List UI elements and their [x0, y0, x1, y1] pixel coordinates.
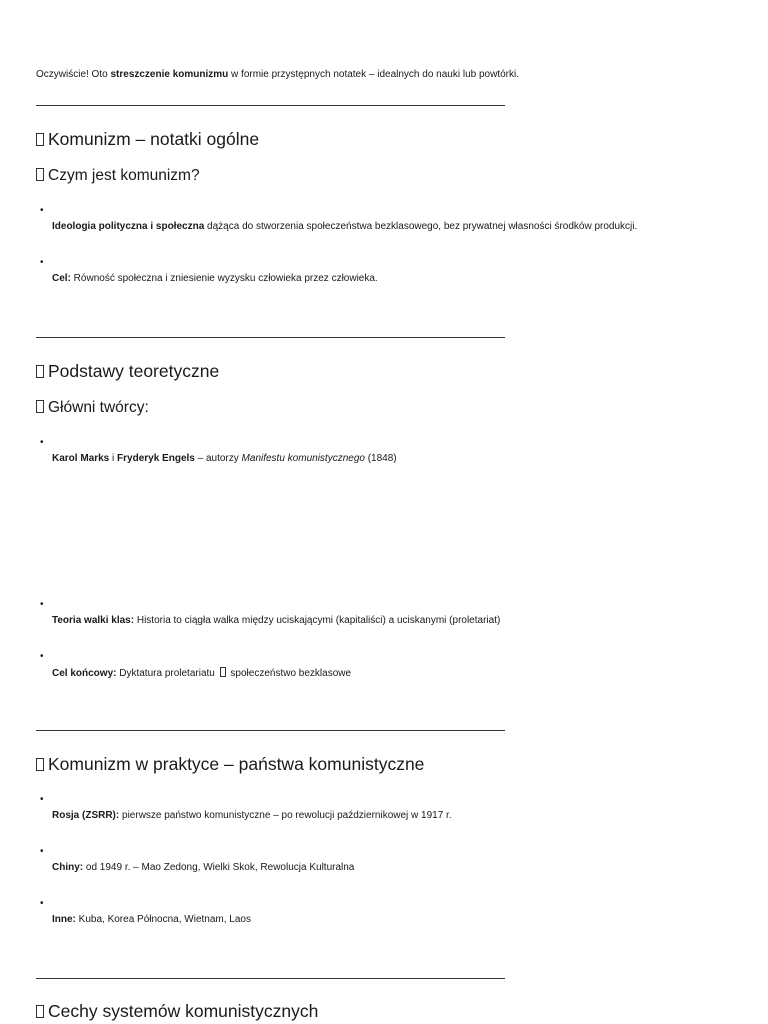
missing-glyph-icon	[36, 1005, 44, 1018]
intro-paragraph	[36, 69, 519, 80]
missing-glyph-icon	[36, 133, 44, 146]
divider-1	[36, 105, 505, 106]
divider-3	[36, 730, 505, 731]
section-title-practice: Komunizm w praktyce – państwa komunistyczne	[36, 754, 424, 775]
intro-bold: streszczenie komunizmu	[110, 69, 229, 80]
missing-glyph-icon	[36, 168, 44, 181]
section-title-general: Komunizm – notatki ogólne	[36, 129, 259, 150]
bullet-marker: •	[40, 651, 44, 662]
section-title-features: Cechy systemów komunistycznych	[36, 1001, 318, 1022]
bullet-marker: •	[40, 898, 44, 909]
bullet-marker: •	[40, 205, 44, 216]
bullet-marker: •	[40, 257, 44, 268]
list-item-practice-3: Inne: Kuba, Korea Północna, Wietnam, Laos	[52, 914, 251, 925]
list-item-theory-1: Karol Marks i Fryderyk Engels – autorzy Manifestu komunistycznego (1848)	[52, 453, 397, 464]
list-item-practice-1: Rosja (ZSRR): pierwsze państwo komunistyczne – po rewolucji październikowej w 1917 r.	[52, 810, 452, 821]
divider-4	[36, 978, 505, 979]
intro-prefix: Oczywiście! Oto	[36, 69, 111, 80]
arrow-glyph-icon	[220, 667, 226, 677]
bullet-marker: •	[40, 437, 44, 448]
intro-suffix: w formie przystępnych notatek – idealnych do nauki lub powtórki.	[228, 69, 519, 80]
list-item-general-1: Ideologia polityczna i społeczna dążąca do stworzenia społeczeństwa bezklasowego, bez prywatnej własności środków produkcji.	[52, 221, 638, 232]
divider-2	[36, 337, 505, 338]
bullet-marker: •	[40, 846, 44, 857]
list-item-theory-2: Teoria walki klas: Historia to ciągła walka między uciskającymi (kapitaliści) a uciskanymi (proletariat)	[52, 615, 501, 626]
list-item-practice-2: Chiny: od 1949 r. – Mao Zedong, Wielki Skok, Rewolucja Kulturalna	[52, 862, 355, 873]
subtitle-theory: Główni twórcy:	[36, 399, 149, 417]
missing-glyph-icon	[36, 758, 44, 771]
subtitle-general: Czym jest komunizm?	[36, 167, 200, 185]
section-title-theory: Podstawy teoretyczne	[36, 361, 219, 382]
list-item-general-2: Cel: Równość społeczna i zniesienie wyzysku człowieka przez człowieka.	[52, 273, 378, 284]
missing-glyph-icon	[36, 400, 44, 413]
list-item-theory-3: Cel końcowy: Dyktatura proletariatu społeczeństwo bezklasowe	[52, 668, 352, 679]
missing-glyph-icon	[36, 365, 44, 378]
bullet-marker: •	[40, 794, 44, 805]
bullet-marker: •	[40, 599, 44, 610]
